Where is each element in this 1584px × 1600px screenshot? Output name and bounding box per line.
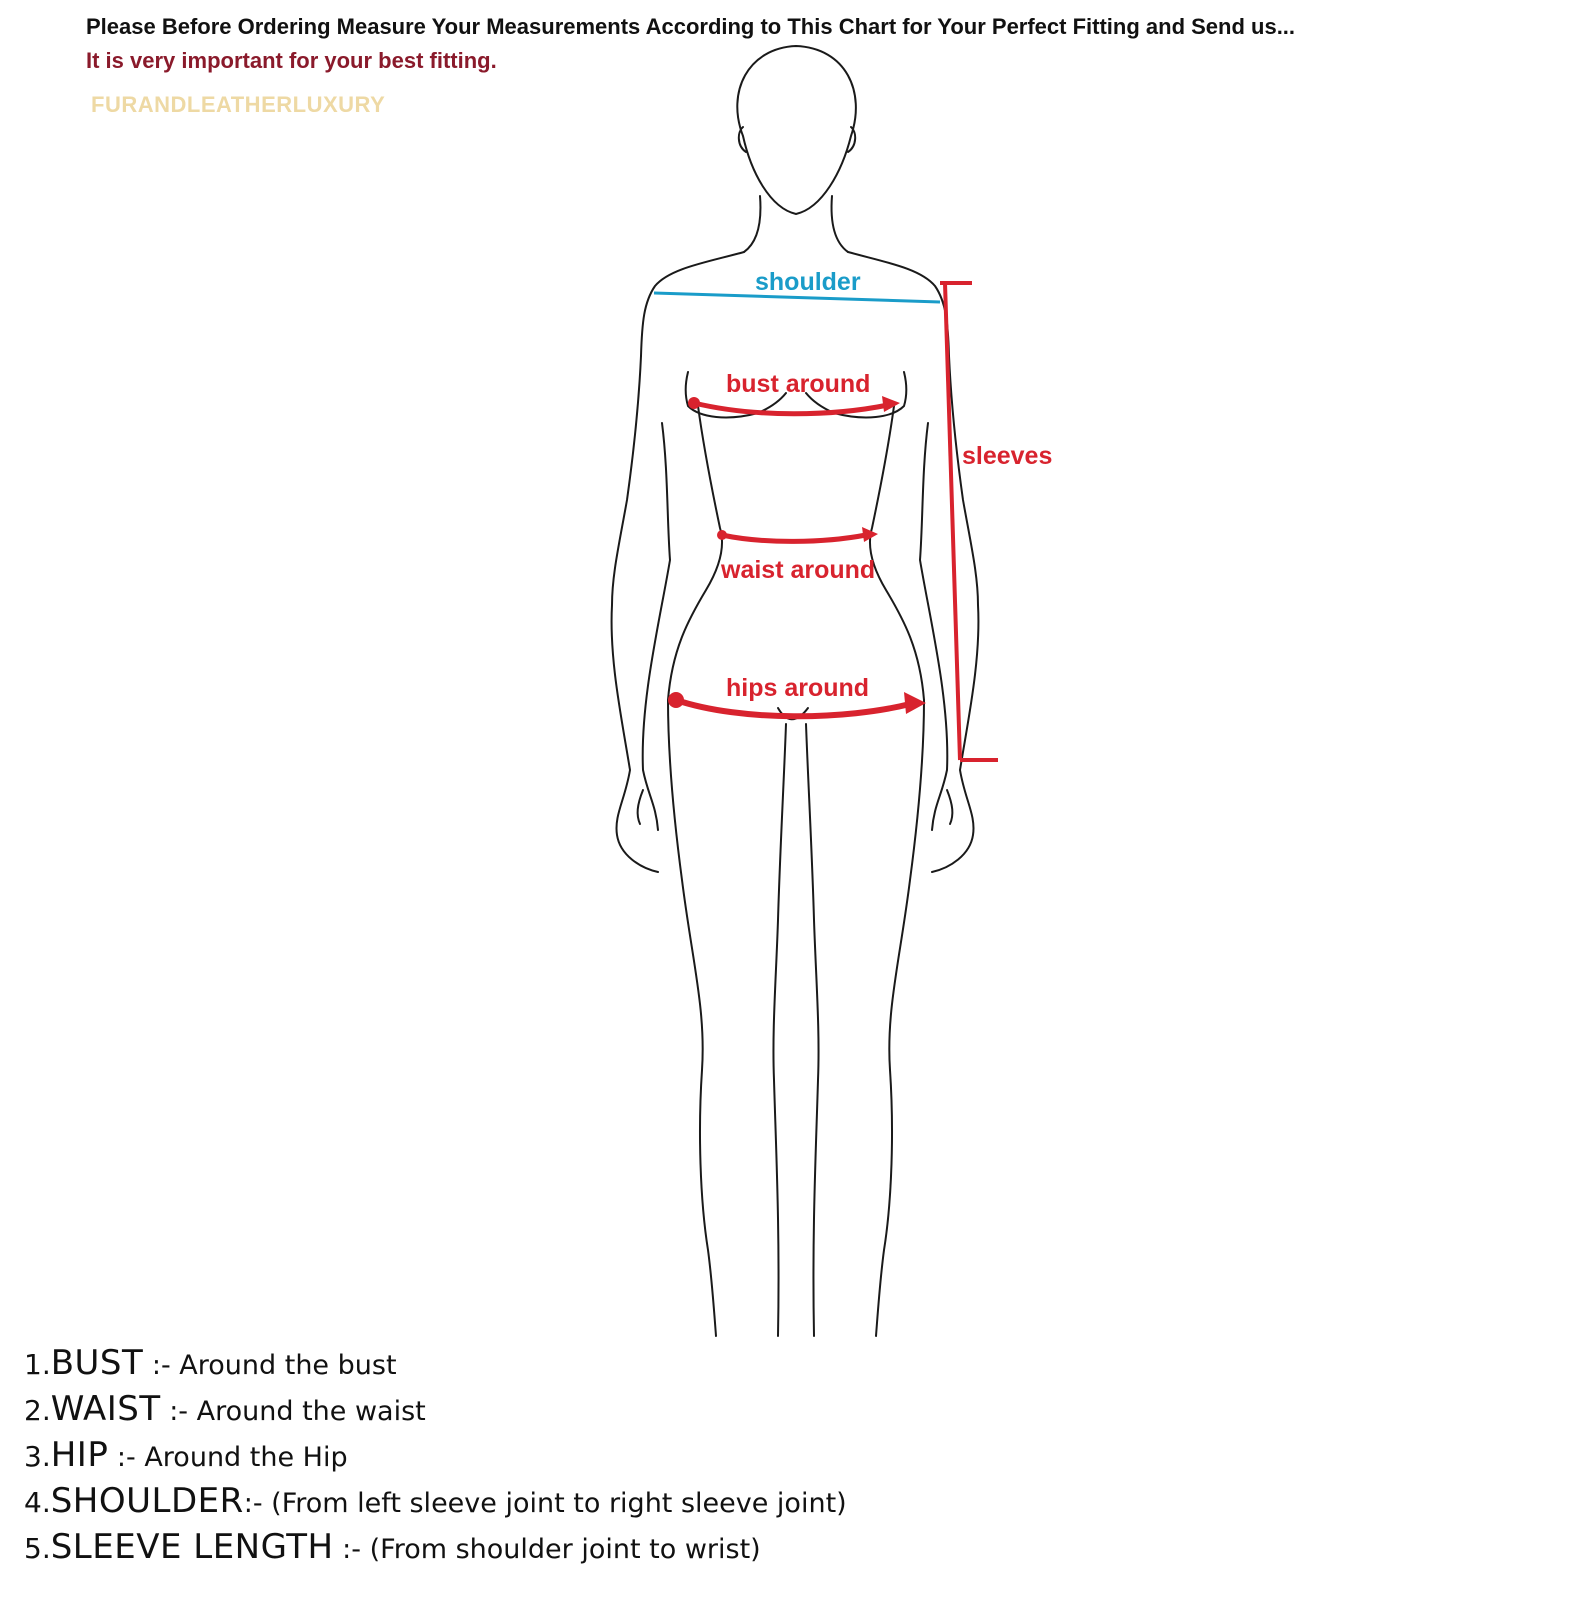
legend-item-hip [24,1432,847,1478]
page-subtitle: It is very important for your best fitting. [86,48,497,73]
legend-description: :- (From shoulder joint to wrist) [333,1534,761,1565]
left-ear [739,127,746,152]
legend-item-sleeve-length [24,1524,847,1570]
legend-description: :- Around the waist [160,1396,426,1427]
legend-term: WAIST [50,1389,161,1429]
sleeves-label: sleeves [962,442,1053,470]
legend-term: SLEEVE LENGTH [50,1527,334,1567]
neck-left [744,196,760,252]
bust-label: bust around [726,370,871,398]
left-thumb [638,790,643,824]
left-arm-inner [643,423,670,830]
waist-label: waist around [721,556,876,584]
legend-item-waist [24,1386,847,1432]
hips-label: hips around [726,674,870,702]
legend-description: :- Around the Hip [108,1442,348,1473]
left-leg-inner [773,724,786,1336]
legend-number: 1. [24,1348,51,1381]
right-arm-inner [920,423,947,830]
legend-term: SHOULDER [50,1481,244,1521]
head-outline [737,46,856,214]
shoulder-line-right [848,252,949,356]
legend-description: :- Around the bust [143,1350,397,1381]
sleeve-measure-line [945,283,960,760]
legend-number: 5. [24,1532,51,1565]
legend-number: 2. [24,1394,51,1427]
left-leg-outer [668,700,716,1336]
torso-left [668,406,722,700]
legend-description: :- (From left sleeve joint to right sleeve joint) [243,1488,847,1519]
measurement-legend [24,1340,847,1570]
right-leg-outer [876,700,924,1336]
right-thumb [947,790,952,824]
hips-measure-arrow [676,700,910,716]
legend-number: 4. [24,1486,51,1519]
legend-term: HIP [50,1435,109,1475]
hips-measure-start-dot [668,692,684,708]
brand-watermark: FURANDLEATHERLUXURY [91,92,386,117]
legend-number: 3. [24,1440,51,1473]
legend-term: BUST [50,1343,144,1383]
neck-right [832,196,848,252]
legend-item-shoulder [24,1478,847,1524]
right-leg-inner [806,724,819,1336]
shoulder-label: shoulder [755,268,861,296]
legend-item-bust [24,1340,847,1386]
shoulder-line-left [641,252,744,356]
left-arm-outer [612,356,658,872]
bust-measure-arrowhead [882,396,900,412]
bust-measure-start-dot [688,397,700,409]
torso-right [870,406,924,700]
page-title: Please Before Ordering Measure Your Measurements According to This Chart for Your Perfect Fitting and Send us... [86,14,1296,39]
waist-measure-start-dot [717,530,727,540]
bust-measure-arrow [694,403,888,414]
waist-measure-arrow [722,535,866,541]
